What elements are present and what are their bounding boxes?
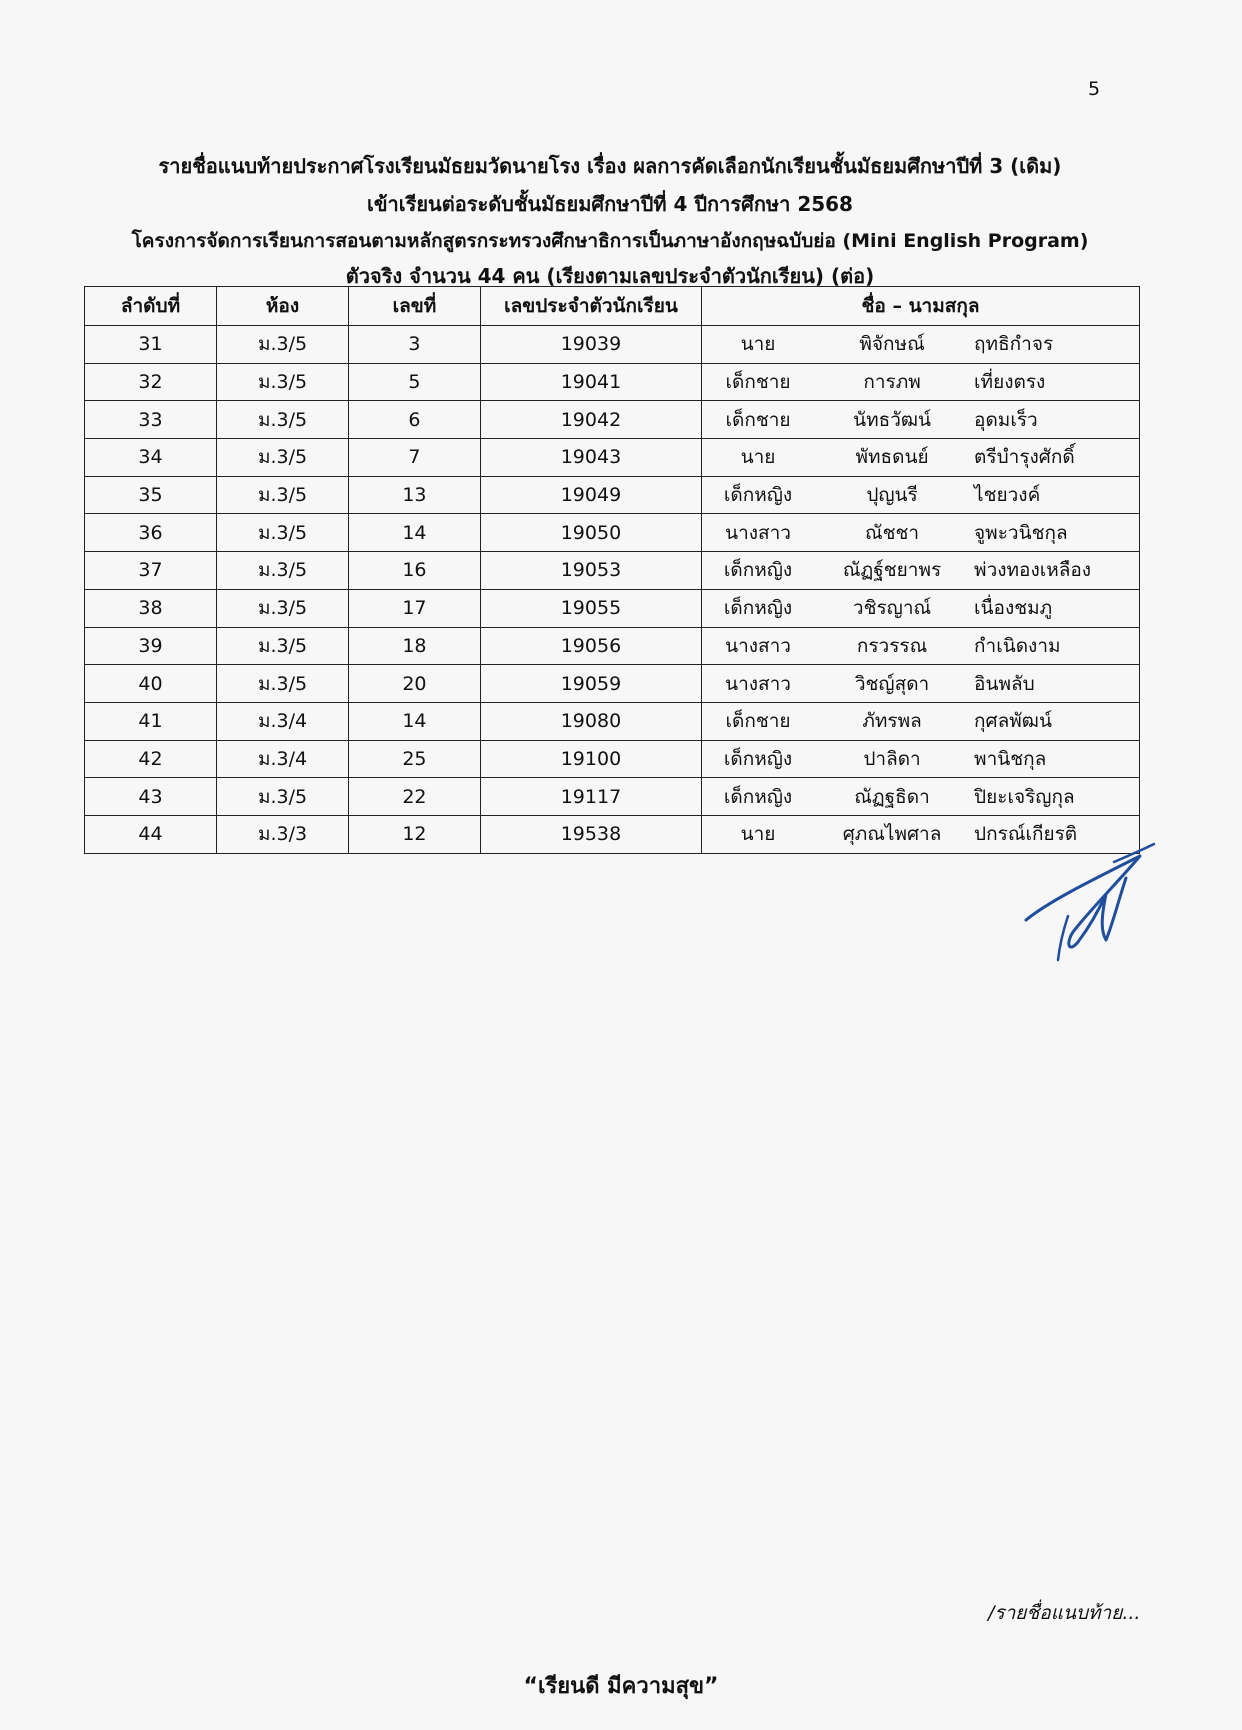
cell-sequence: 37 bbox=[85, 552, 217, 590]
cell-full-name bbox=[702, 627, 1140, 665]
cell-sequence: 43 bbox=[85, 778, 217, 816]
last-name: พ่วงทองเหลือง bbox=[974, 559, 1092, 582]
first-name: ศุภณไพศาล bbox=[842, 823, 942, 846]
table-row bbox=[85, 740, 1140, 778]
last-name: อุดมเร็ว bbox=[974, 408, 1038, 431]
header-student-id: เลขประจำตัวนักเรียน bbox=[480, 287, 701, 326]
first-name: ณัฏฐธิดา bbox=[854, 785, 930, 808]
handwritten-signature bbox=[1018, 842, 1158, 972]
cell-full-name bbox=[702, 401, 1140, 439]
document-title-line-4: ตัวจริง จำนวน 44 คน (เรียงตามเลขประจำตัวนักเรียน) (ต่อ) bbox=[345, 264, 875, 288]
last-name: เนื่องชมภู bbox=[974, 597, 1053, 620]
cell-student-id: 19100 bbox=[480, 740, 701, 778]
cell-full-name bbox=[702, 514, 1140, 552]
table-row bbox=[85, 514, 1140, 552]
table-row bbox=[85, 476, 1140, 514]
table-row bbox=[85, 627, 1140, 665]
document-title-line-2: เข้าเรียนต่อระดับชั้นมัธยมศึกษาปีที่ 4 ปีการศึกษา 2568 bbox=[367, 192, 853, 216]
last-name: จูพะวนิชกุล bbox=[974, 521, 1068, 544]
table-row bbox=[85, 665, 1140, 703]
cell-sequence: 32 bbox=[85, 363, 217, 401]
first-name: พัทธดนย์ bbox=[855, 446, 929, 469]
cell-number: 22 bbox=[349, 778, 481, 816]
first-name: ณัฏฐ์ชยาพร bbox=[842, 559, 942, 582]
cell-room: ม.3/5 bbox=[217, 476, 349, 514]
name-prefix: นาย bbox=[740, 823, 776, 846]
cell-room: ม.3/3 bbox=[217, 815, 349, 853]
cell-sequence: 41 bbox=[85, 702, 217, 740]
continuation-note: /รายชื่อแนบท้าย... bbox=[988, 1602, 1141, 1624]
cell-sequence: 38 bbox=[85, 589, 217, 627]
name-prefix: เด็กหญิง bbox=[723, 597, 793, 620]
table-row bbox=[85, 363, 1140, 401]
cell-sequence: 40 bbox=[85, 665, 217, 703]
name-prefix: เด็กชาย bbox=[725, 408, 791, 431]
table-row bbox=[85, 439, 1140, 477]
last-name: กุศลพัฒน์ bbox=[974, 710, 1052, 733]
cell-student-id: 19043 bbox=[480, 439, 701, 477]
cell-full-name bbox=[702, 439, 1140, 477]
cell-number: 14 bbox=[349, 514, 481, 552]
name-prefix: เด็กหญิง bbox=[723, 484, 793, 507]
cell-sequence: 36 bbox=[85, 514, 217, 552]
cell-room: ม.3/4 bbox=[217, 702, 349, 740]
cell-number: 17 bbox=[349, 589, 481, 627]
cell-number: 13 bbox=[349, 476, 481, 514]
cell-student-id: 19059 bbox=[480, 665, 701, 703]
cell-sequence: 39 bbox=[85, 627, 217, 665]
table-row bbox=[85, 401, 1140, 439]
last-name: กำเนิดงาม bbox=[974, 634, 1061, 657]
first-name: ภัทรพล bbox=[862, 710, 922, 733]
cell-sequence: 33 bbox=[85, 401, 217, 439]
school-motto: “เรียนดี มีความสุข” bbox=[523, 1674, 719, 1699]
table-row bbox=[85, 778, 1140, 816]
cell-student-id: 19117 bbox=[480, 778, 701, 816]
cell-student-id: 19041 bbox=[480, 363, 701, 401]
table-header-row bbox=[85, 287, 1140, 326]
name-prefix: เด็กหญิง bbox=[723, 747, 793, 770]
table-row bbox=[85, 589, 1140, 627]
cell-full-name bbox=[702, 363, 1140, 401]
cell-number: 5 bbox=[349, 363, 481, 401]
cell-student-id: 19042 bbox=[480, 401, 701, 439]
first-name: ณัชชา bbox=[865, 521, 920, 544]
cell-sequence: 35 bbox=[85, 476, 217, 514]
cell-number: 18 bbox=[349, 627, 481, 665]
first-name: วชิรญาณ์ bbox=[852, 597, 932, 620]
document-title-line-1: รายชื่อแนบท้ายประกาศโรงเรียนมัธยมวัดนายโรง เรื่อง ผลการคัดเลือกนักเรียนชั้นมัธยมศึกษาปีที่ 3 (เดิม) bbox=[158, 154, 1062, 178]
signature-stroke bbox=[1026, 856, 1140, 947]
cell-room: ม.3/5 bbox=[217, 363, 349, 401]
name-prefix: เด็กหญิง bbox=[723, 559, 793, 582]
document-title-line-3: โครงการจัดการเรียนการสอนตามหลักสูตรกระทรวงศึกษาธิการเป็นภาษาอังกฤษฉบับย่อ (Mini English Program) bbox=[131, 230, 1089, 252]
first-name: การภพ bbox=[863, 371, 921, 394]
cell-room: ม.3/5 bbox=[217, 778, 349, 816]
last-name: ไชยวงค์ bbox=[974, 484, 1041, 507]
header-sequence: ลำดับที่ bbox=[85, 287, 217, 326]
cell-room: ม.3/5 bbox=[217, 627, 349, 665]
cell-student-id: 19055 bbox=[480, 589, 701, 627]
cell-full-name bbox=[702, 740, 1140, 778]
cell-number: 7 bbox=[349, 439, 481, 477]
cell-room: ม.3/5 bbox=[217, 665, 349, 703]
name-prefix: นาย bbox=[740, 446, 776, 469]
cell-number: 6 bbox=[349, 401, 481, 439]
cell-room: ม.3/5 bbox=[217, 401, 349, 439]
cell-room: ม.3/4 bbox=[217, 740, 349, 778]
first-name: นัทธวัฒน์ bbox=[853, 408, 932, 431]
name-prefix: เด็กหญิง bbox=[723, 785, 793, 808]
cell-number: 25 bbox=[349, 740, 481, 778]
first-name: ปุญนรี bbox=[866, 484, 918, 507]
cell-student-id: 19049 bbox=[480, 476, 701, 514]
table-row bbox=[85, 326, 1140, 364]
name-prefix: นางสาว bbox=[725, 672, 791, 695]
name-prefix: เด็กชาย bbox=[725, 710, 791, 733]
first-name: พิจักษณ์ bbox=[859, 333, 925, 356]
name-prefix: เด็กชาย bbox=[725, 371, 791, 394]
name-prefix: นาย bbox=[740, 333, 776, 356]
cell-full-name bbox=[702, 702, 1140, 740]
cell-room: ม.3/5 bbox=[217, 514, 349, 552]
cell-sequence: 31 bbox=[85, 326, 217, 364]
cell-number: 16 bbox=[349, 552, 481, 590]
cell-full-name bbox=[702, 552, 1140, 590]
cell-sequence: 34 bbox=[85, 439, 217, 477]
cell-full-name bbox=[702, 665, 1140, 703]
cell-student-id: 19080 bbox=[480, 702, 701, 740]
cell-full-name bbox=[702, 476, 1140, 514]
table-body bbox=[85, 326, 1140, 854]
cell-sequence: 42 bbox=[85, 740, 217, 778]
cell-student-id: 19538 bbox=[480, 815, 701, 853]
cell-full-name bbox=[702, 589, 1140, 627]
table-row bbox=[85, 552, 1140, 590]
student-roster-table bbox=[84, 286, 1140, 854]
last-name: อินพลับ bbox=[974, 672, 1035, 695]
cell-student-id: 19056 bbox=[480, 627, 701, 665]
last-name: พานิชกุล bbox=[974, 747, 1047, 770]
table-row bbox=[85, 702, 1140, 740]
first-name: กรวรรณ bbox=[856, 634, 928, 657]
cell-room: ม.3/5 bbox=[217, 439, 349, 477]
header-room: ห้อง bbox=[217, 287, 349, 326]
cell-sequence: 44 bbox=[85, 815, 217, 853]
table-row bbox=[85, 815, 1140, 853]
last-name: ตรีบำรุงศักดิ์ bbox=[974, 446, 1075, 469]
cell-full-name bbox=[702, 326, 1140, 364]
first-name: ปาลิดา bbox=[863, 747, 921, 770]
last-name: ฤทธิกำจร bbox=[974, 333, 1054, 356]
cell-room: ม.3/5 bbox=[217, 589, 349, 627]
cell-student-id: 19050 bbox=[480, 514, 701, 552]
cell-student-id: 19053 bbox=[480, 552, 701, 590]
header-full-name: ชื่อ – นามสกุล bbox=[702, 287, 1140, 326]
header-number: เลขที่ bbox=[349, 287, 481, 326]
cell-number: 20 bbox=[349, 665, 481, 703]
cell-room: ม.3/5 bbox=[217, 552, 349, 590]
last-name: ปิยะเจริญกุล bbox=[974, 785, 1075, 808]
cell-number: 12 bbox=[349, 815, 481, 853]
name-prefix: นางสาว bbox=[725, 634, 791, 657]
page-number: 5 bbox=[1088, 78, 1101, 100]
cell-number: 14 bbox=[349, 702, 481, 740]
cell-student-id: 19039 bbox=[480, 326, 701, 364]
cell-number: 3 bbox=[349, 326, 481, 364]
last-name: ปกรณ์เกียรติ bbox=[974, 823, 1078, 846]
last-name: เที่ยงตรง bbox=[974, 371, 1046, 394]
name-prefix: นางสาว bbox=[725, 521, 791, 544]
first-name: วิชญ์สุดา bbox=[854, 672, 930, 695]
cell-room: ม.3/5 bbox=[217, 326, 349, 364]
cell-full-name bbox=[702, 778, 1140, 816]
